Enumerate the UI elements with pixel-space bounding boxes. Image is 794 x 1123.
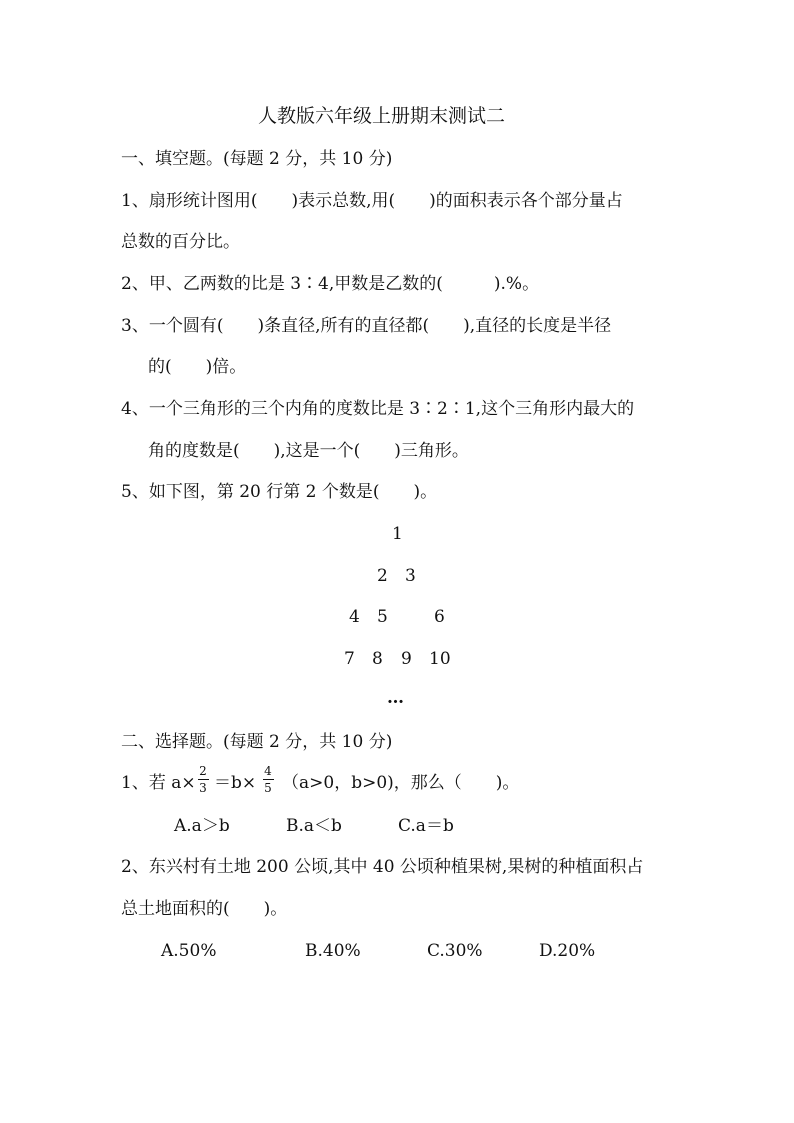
option: A.a＞b xyxy=(174,816,230,836)
s2-q2-line2: 总土地面积的( )。 xyxy=(121,899,288,919)
triangle-number: 7 xyxy=(344,649,355,669)
section1-heading: 一、填空题。(每题 2 分，共 10 分) xyxy=(121,149,393,169)
fraction-bar xyxy=(263,779,274,780)
q3-line1: 3、一个圆有( )条直径,所有的直径都( ),直径的长度是半径 xyxy=(121,316,612,336)
q4-line1: 4、一个三角形的三个内角的度数比是 3∶2∶1,这个三角形内最大的 xyxy=(121,399,635,419)
q5-line: 5、如下图，第 20 行第 2 个数是( )。 xyxy=(121,482,438,502)
fraction-bar xyxy=(198,779,209,780)
option: B.40% xyxy=(305,941,361,961)
fraction-numerator: 2 xyxy=(199,764,207,778)
fraction-denominator: 5 xyxy=(264,781,272,795)
option: C.30% xyxy=(427,941,483,961)
s2-q1-prefix: 1、若 a× xyxy=(121,773,196,793)
triangle-number: 4 xyxy=(349,607,360,627)
q2-line: 2、甲、乙两数的比是 3∶4,甲数是乙数的( ).%。 xyxy=(121,274,540,294)
option: C.a＝b xyxy=(398,816,454,836)
s2-q1-middle: ＝b× xyxy=(214,773,257,793)
triangle-number: 2 xyxy=(377,566,388,586)
section2-heading: 二、选择题。(每题 2 分，共 10 分) xyxy=(121,732,393,752)
q1-line2: 总数的百分比。 xyxy=(121,232,240,252)
triangle-number: 1 xyxy=(392,524,403,544)
q3-line2: 的( )倍。 xyxy=(148,357,247,377)
q4-line2: 角的度数是( ),这是一个( )三角形。 xyxy=(148,441,469,461)
option: D.20% xyxy=(539,941,596,961)
triangle-ellipsis: … xyxy=(387,688,404,708)
fraction-denominator: 3 xyxy=(199,781,207,795)
s2-q1-suffix: （a>0，b>0)，那么（ )。 xyxy=(282,773,520,793)
q1-line1: 1、扇形统计图用( )表示总数,用( )的面积表示各个部分量占 xyxy=(121,191,623,211)
triangle-number: 9 xyxy=(401,649,412,669)
triangle-number: 10 xyxy=(429,649,451,669)
option: B.a＜b xyxy=(286,816,342,836)
triangle-number: 6 xyxy=(434,607,445,627)
triangle-number: 5 xyxy=(377,607,388,627)
exam-title: 人教版六年级上册期末测试二 xyxy=(258,105,506,127)
fraction-numerator: 4 xyxy=(264,764,272,778)
triangle-number: 3 xyxy=(405,566,416,586)
s2-q2-line1: 2、东兴村有土地 200 公顷,其中 40 公顷种植果树,果树的种植面积占 xyxy=(121,857,644,877)
triangle-number: 8 xyxy=(372,649,383,669)
option: A.50% xyxy=(161,941,217,961)
